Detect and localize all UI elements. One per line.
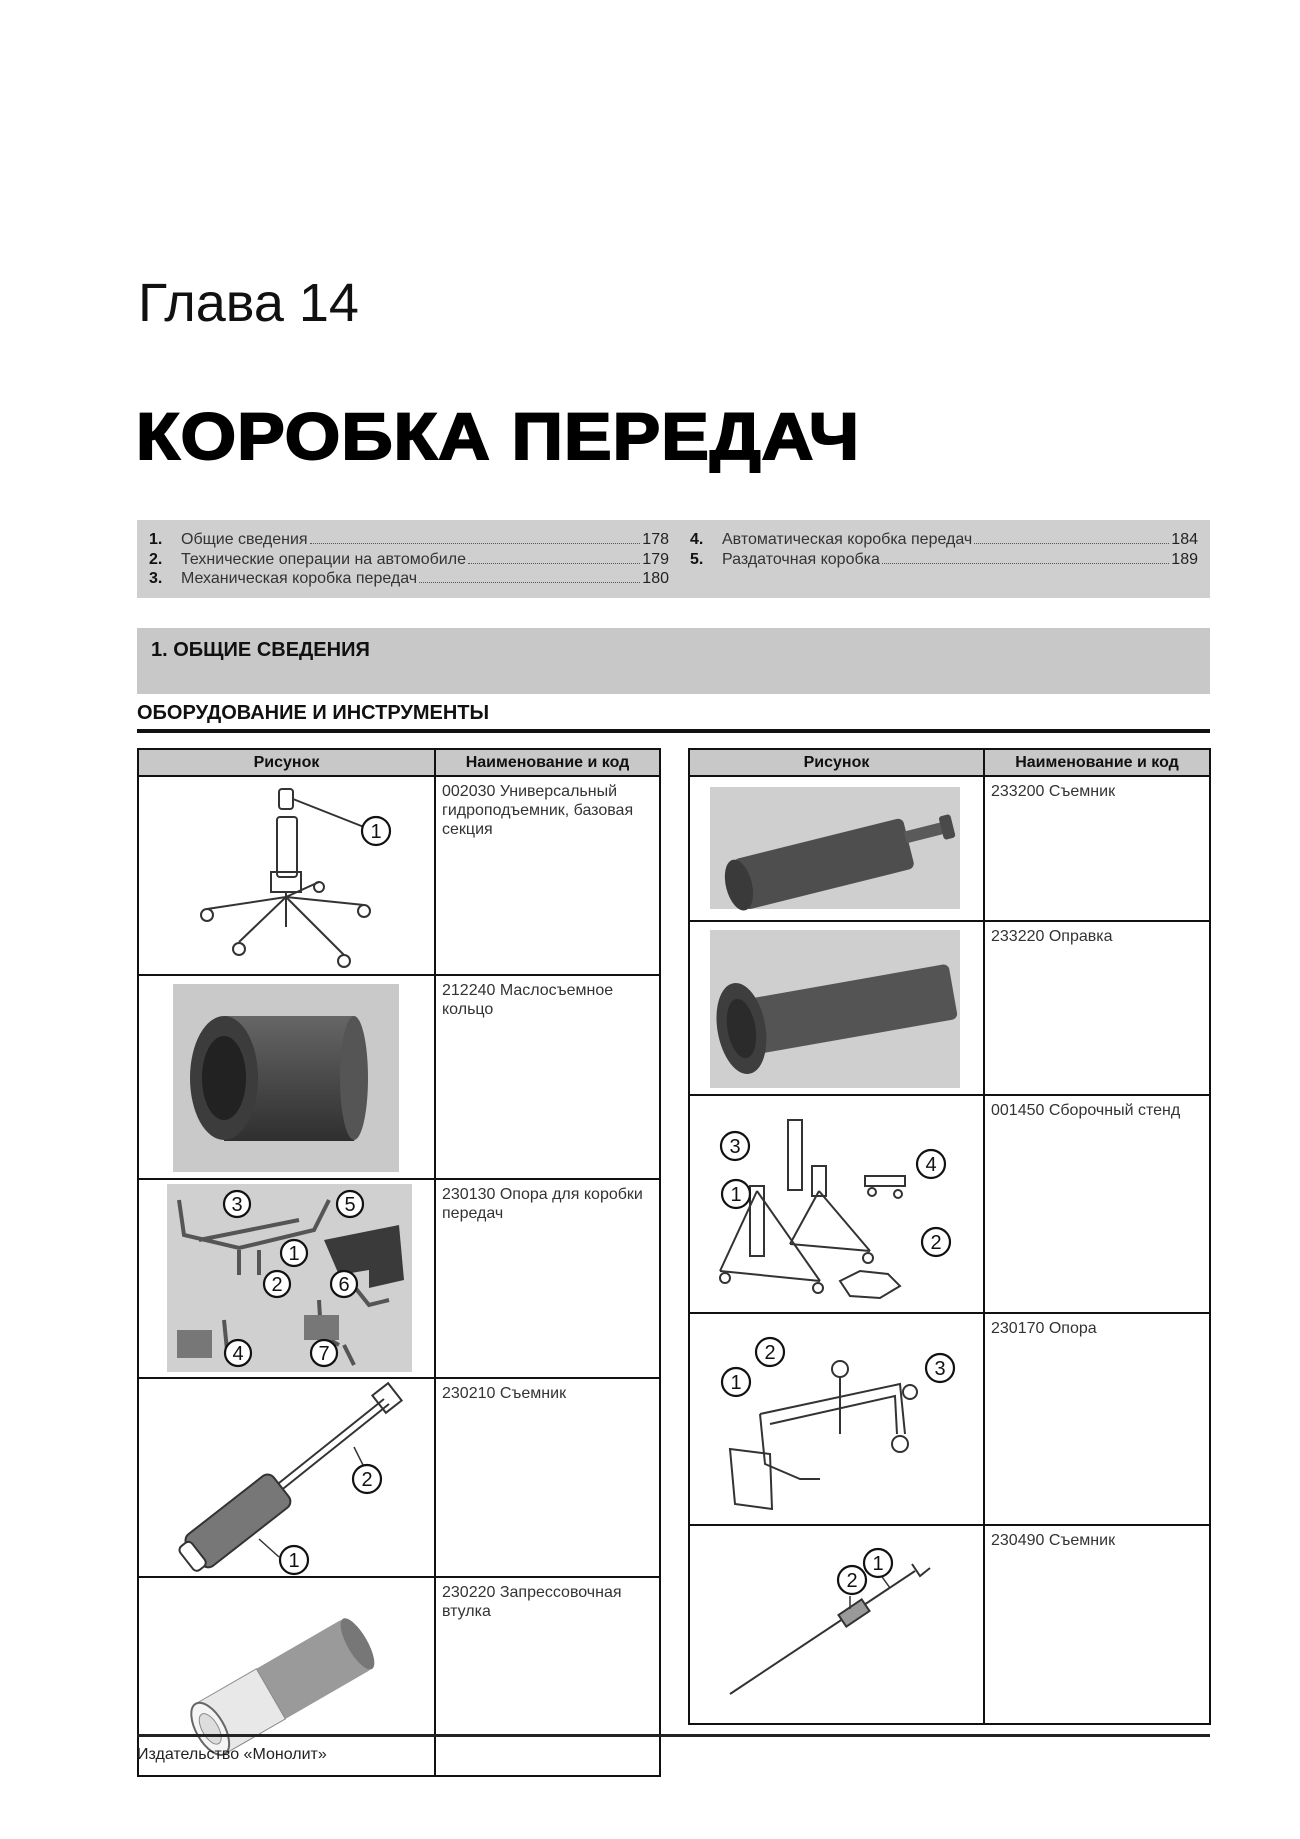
column-header-name: Наименование и код [984,749,1210,776]
callout-1 [280,1546,308,1574]
svg-text:7: 7 [318,1343,330,1365]
toc-label: Общие сведения [181,531,308,548]
table-of-contents [137,520,1210,598]
chapter-title: КОРОБКА ПЕРЕДАЧ [136,399,860,473]
table-row [689,921,1210,1095]
tool-name: 001450 Сборочный стенд [984,1095,1210,1313]
tool-illustration [689,921,984,1095]
svg-text:1: 1 [370,821,382,843]
table-row [138,776,660,975]
svg-text:1: 1 [730,1372,742,1394]
tool-illustration [138,975,435,1179]
svg-text:5: 5 [344,1194,356,1216]
svg-text:1: 1 [872,1553,884,1575]
puller-icon [139,1379,434,1576]
svg-text:1: 1 [288,1243,300,1265]
callout-1 [281,1240,307,1266]
subsection-divider [137,729,1210,733]
table-row [138,1378,660,1577]
callout-3 [224,1191,250,1217]
section-title: 1. ОБЩИЕ СВЕДЕНИЯ [151,639,370,661]
callout-1 [362,817,390,845]
footer-divider [137,1734,1210,1737]
tools-table-left [137,748,661,1777]
slide-puller-icon [690,1526,983,1723]
svg-text:2: 2 [846,1570,858,1592]
assembly-stand-icon [690,1096,983,1312]
toc-item[interactable] [690,551,1198,571]
subsection-title: ОБОРУДОВАНИЕ И ИНСТРУМЕНТЫ [137,702,490,724]
toc-item[interactable] [149,531,669,551]
callout-2 [756,1338,784,1366]
column-header-picture: Рисунок [138,749,435,776]
toc-page: 184 [1171,531,1198,548]
tool-name: 233200 Съемник [984,776,1210,921]
svg-text:6: 6 [338,1274,350,1296]
toc-number: 2. [149,550,163,568]
callout-1 [864,1549,892,1577]
svg-text:3: 3 [231,1194,243,1216]
toc-page: 189 [1171,550,1198,568]
toc-number: 5. [690,550,704,568]
chapter-label: Глава 14 [138,273,359,333]
callout-3 [926,1354,954,1382]
publisher-footer: Издательство «Монолит» [137,1746,327,1763]
tool-name: 230210 Съемник [435,1378,660,1577]
svg-text:3: 3 [934,1358,946,1380]
mandrel-photo [690,922,983,1094]
toc-item[interactable] [149,570,669,590]
table-header-row [689,749,1210,776]
column-header-picture: Рисунок [689,749,984,776]
svg-text:2: 2 [764,1342,776,1364]
tool-name: 002030 Универсальный гидроподъемник, базовая секция [435,776,660,975]
toc-page: 180 [642,570,669,587]
tool-illustration [138,776,435,975]
tool-illustration [138,1378,435,1577]
gearbox-support-photo [139,1180,434,1377]
callout-7 [311,1340,337,1366]
tool-illustration [689,1095,984,1313]
svg-text:2: 2 [271,1274,283,1296]
table-row [689,1095,1210,1313]
callout-3 [721,1132,749,1160]
tool-name: 230220 Запрессовочная втулка [435,1577,660,1776]
tools-table-right [688,748,1211,1725]
toc-number: 3. [149,570,163,587]
toc-column-left [149,531,669,590]
hydraulic-lift-icon [139,777,434,974]
callout-2 [922,1228,950,1256]
tool-illustration [689,1313,984,1525]
table-row [138,975,660,1179]
tool-illustration [689,776,984,921]
toc-column-right [690,531,1198,570]
toc-item[interactable] [690,531,1198,551]
toc-number: 1. [149,531,163,548]
toc-page: 179 [642,550,669,568]
tool-name: 230170 Опора [984,1313,1210,1525]
toc-label: Автоматическая коробка передач [722,531,973,548]
table-row [689,1525,1210,1724]
svg-text:4: 4 [232,1343,244,1365]
toc-item[interactable] [149,551,669,571]
svg-text:3: 3 [729,1136,741,1158]
tool-illustration [138,1179,435,1378]
callout-5 [337,1191,363,1217]
tool-name: 212240 Маслосъемное кольцо [435,975,660,1179]
callout-4 [225,1340,251,1366]
callout-1 [722,1368,750,1396]
callout-6 [331,1271,357,1297]
callout-4 [917,1150,945,1178]
tool-name: 230490 Съемник [984,1525,1210,1724]
svg-text:1: 1 [288,1550,300,1572]
oil-ring-photo [139,976,434,1178]
toc-label: Раздаточная коробка [722,550,880,568]
toc-number: 4. [690,531,704,548]
toc-leader [882,563,1169,564]
puller-tube-photo [690,777,983,920]
callout-2 [838,1566,866,1594]
toc-label: Технические операции на автомобиле [181,550,466,568]
toc-leader [310,543,641,544]
toc-label: Механическая коробка передач [181,570,418,587]
table-header-row [138,749,660,776]
svg-text:2: 2 [930,1232,942,1254]
toc-leader [468,563,640,564]
tool-illustration [689,1525,984,1724]
toc-page: 178 [642,531,669,548]
tool-name: 233220 Оправка [984,921,1210,1095]
svg-text:2: 2 [361,1469,373,1491]
support-bracket-icon [690,1314,983,1524]
tool-name: 230130 Опора для коробки передач [435,1179,660,1378]
callout-1 [722,1180,750,1208]
callout-2 [264,1271,290,1297]
svg-text:1: 1 [730,1184,742,1206]
svg-text:4: 4 [925,1154,937,1176]
toc-leader [419,582,640,583]
table-row [689,776,1210,921]
section-header [137,628,1210,694]
toc-leader [974,543,1169,544]
callout-2 [353,1465,381,1493]
table-row [138,1179,660,1378]
table-row [689,1313,1210,1525]
column-header-name: Наименование и код [435,749,660,776]
